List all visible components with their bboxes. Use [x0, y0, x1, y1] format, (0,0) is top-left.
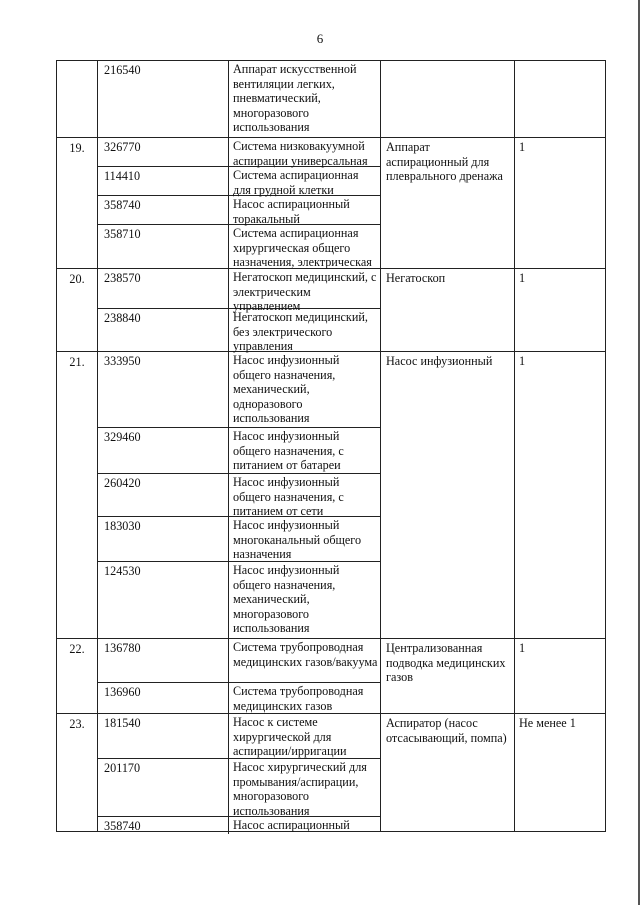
item-name: Насос инфузионный общего назначения, с питанием от батареи	[233, 429, 344, 473]
page-number: 6	[316, 31, 324, 46]
item-name: Насос к системе хирургической для аспирации/ирригации	[233, 715, 347, 759]
item-name: Система аспирационная хирургическая общего назначения, электрическая	[233, 226, 372, 270]
item-code: 181540	[98, 714, 229, 759]
items-cell	[98, 269, 381, 352]
item-name: Система трубопроводная медицинских газов	[233, 684, 364, 713]
quantity: 1	[515, 352, 606, 639]
item-code: 329460	[98, 428, 229, 473]
item-name: Насос аспирационный торакальный	[233, 197, 350, 226]
item-name: Насос инфузионный многоканальный общего назначения	[233, 518, 362, 562]
item-code: 201170	[98, 759, 229, 818]
item-code: 238840	[98, 309, 229, 354]
item-code: 114410	[98, 167, 229, 197]
item-code: 183030	[98, 517, 229, 562]
list-item	[98, 714, 380, 759]
list-item	[98, 61, 380, 137]
row-number: 21.	[57, 352, 98, 639]
row-number: 22.	[57, 639, 98, 714]
list-item	[98, 269, 380, 314]
item-name: Насос хирургический для промывания/аспирации, многоразового использования	[233, 760, 367, 818]
item-name: Аппарат искусственной вентиляции легких, пневматический, многоразового использования	[233, 62, 357, 135]
item-name: Насос инфузионный общего назначения, механический, одноразового использования	[233, 353, 340, 426]
item-code: 238570	[98, 269, 229, 314]
list-item	[98, 683, 380, 713]
device-type: Централизованная подводка медицинских газов	[381, 639, 515, 714]
quantity: Не менее 1	[515, 714, 606, 832]
item-name: Насос инфузионный общего назначения, механический, многоразового использования	[233, 563, 340, 636]
table-row	[57, 639, 606, 714]
items-cell	[98, 639, 381, 714]
item-code: 260420	[98, 474, 229, 519]
item-name: Насос инфузионный общего назначения, с питанием от сети	[233, 475, 344, 519]
device-type: Негатоскоп	[381, 269, 515, 352]
quantity	[515, 61, 606, 138]
list-item	[98, 517, 380, 562]
table-row	[57, 714, 606, 832]
item-code: 326770	[98, 138, 229, 168]
list-item	[98, 474, 380, 517]
equipment-table	[56, 60, 606, 832]
list-item	[98, 817, 380, 831]
list-item	[98, 562, 380, 638]
table-row	[57, 138, 606, 269]
list-item	[98, 167, 380, 196]
items-cell	[98, 352, 381, 639]
table-row	[57, 61, 606, 138]
item-name: Система трубопроводная медицинских газов/вакуума	[233, 640, 378, 669]
quantity: 1	[515, 138, 606, 269]
quantity: 1	[515, 639, 606, 714]
item-name: Насос аспирационный	[233, 818, 350, 832]
item-code: 136960	[98, 683, 229, 713]
row-number: 19.	[57, 138, 98, 269]
item-name: Негатоскоп медицинский, без электрического управления	[233, 310, 368, 354]
item-code: 358710	[98, 225, 229, 270]
list-item	[98, 428, 380, 474]
list-item	[98, 639, 380, 683]
list-item	[98, 196, 380, 225]
device-type: Насос инфузионный	[381, 352, 515, 639]
row-number: 23.	[57, 714, 98, 832]
item-code: 358740	[98, 196, 229, 226]
item-code: 333950	[98, 352, 229, 427]
device-type	[381, 61, 515, 138]
device-type: Аспиратор (насос отсасывающий, помпа)	[381, 714, 515, 832]
quantity: 1	[515, 269, 606, 352]
item-code: 216540	[98, 61, 229, 137]
item-code: 136780	[98, 639, 229, 682]
list-item	[98, 309, 380, 354]
item-code: 358740	[98, 817, 229, 834]
list-item	[98, 759, 380, 817]
list-item	[98, 352, 380, 428]
items-cell	[98, 138, 381, 269]
table-row	[57, 269, 606, 352]
item-name: Система низковакуумной аспирации универсальная	[233, 139, 368, 168]
list-item	[98, 138, 380, 167]
row-number: 20.	[57, 269, 98, 352]
items-cell	[98, 714, 381, 832]
row-number	[57, 61, 98, 138]
device-type: Аппарат аспирационный для плеврального дренажа	[381, 138, 515, 269]
item-code: 124530	[98, 562, 229, 638]
items-cell	[98, 61, 381, 138]
list-item	[98, 225, 380, 268]
table-row	[57, 352, 606, 639]
item-name: Система аспирационная для грудной клетки	[233, 168, 359, 197]
item-name: Негатоскоп медицинский, с электрическим управлением	[233, 270, 377, 314]
